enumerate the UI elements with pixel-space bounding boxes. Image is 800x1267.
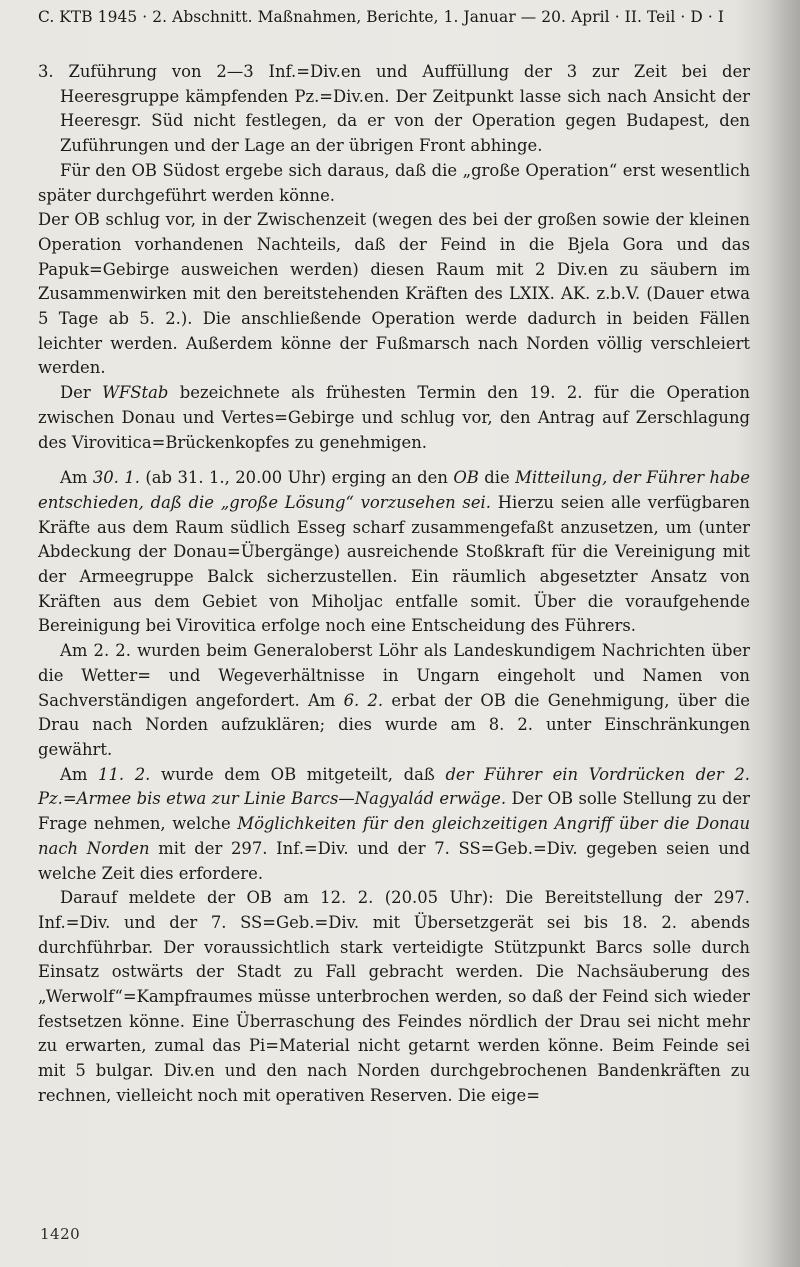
paragraph xyxy=(38,886,750,1108)
paragraph xyxy=(38,466,750,639)
text-segment: Der OB solle Stellung zu der Frage nehmen, welche xyxy=(38,789,750,834)
body-text xyxy=(38,60,750,1109)
paragraph xyxy=(38,60,750,159)
italic-text: OB xyxy=(453,468,479,488)
paragraph xyxy=(38,639,750,763)
paragraph xyxy=(38,159,750,208)
italic-text: Mitteilung, der Führer habe entschieden, daß die „große Lösung“ vorzusehen sei. xyxy=(38,468,750,512)
text-segment: Am 2. 2. wurden beim Generaloberst Löhr als Landeskundigem Nachrichten über die Wetter= und Wegeverhältnisse in Ungarn eingeholt und Namen von Sachverständigen angefordert. Am xyxy=(38,641,750,710)
italic-text: WFStab xyxy=(102,383,169,403)
running-head: C. KTB 1945 · 2. Abschnitt. Maßnahmen, Berichte, 1. Januar — 20. April · II. Teil · D · I xyxy=(38,8,725,26)
italic-text: der Führer ein Vordrücken der 2. Pz.=Armee bis etwa zur Linie Barcs—Nagyalád erwäge. xyxy=(38,764,750,809)
text-segment: (ab 31. 1., 20.00 Uhr) erging an den xyxy=(139,468,454,488)
paragraph xyxy=(38,381,750,455)
italic-text: 6. 2. xyxy=(343,690,384,710)
italic-text: 11. 2. xyxy=(98,764,151,784)
text-segment: Für den OB Südost ergebe sich daraus, daß die „große Operation“ erst wesentlich später durchgeführt werden könne. xyxy=(38,160,750,205)
text-segment: Darauf meldete der OB am 12. 2. (20.05 Uhr): Die Bereitstellung der 297. Inf.=Div. und der 7. SS=Geb.=Div. mit Übersetzgerät sei bis 18. 2. abends durchführbar. Der voraussichtlich stark verteidigte Stützpunkt Barcs solle durch Einsatz ostwärts der Stadt zu Fall gebracht werden. Die Nachsäuberung des „Werwolf“=Kampfraumes müsse unterbrochen werden, so daß der Feind sich wieder festsetzen könne. Eine Überraschung des Feindes nördlich der Drau sei nicht mehr zu erwarten, zumal das Pi=Material nicht getarnt werden könne. Beim Feinde sei mit 5 bulgar. Div.en und den nach Norden durchgebrochenen Bandenkräften zu rechnen, vielleicht noch mit operativen Reserven. Die eige= xyxy=(38,888,750,1105)
italic-text: 30. 1. xyxy=(92,468,140,488)
page-number: 1420 xyxy=(40,1225,81,1243)
text-segment: Der OB schlug vor, in der Zwischenzeit (wegen des bei der großen sowie der kleinen Operation vorhandenen Nachteils, daß der Feind in die Bjela Gora und das Papuk=Gebirge ausweichen werden) diesen Raum mit 2 Div.en zu säubern im Zusammenwirken mit den bereitstehenden Kräften des LXIX. AK. z.b.V. (Dauer etwa 5 Tage ab 5. 2.). Die anschließende Operation werde dadurch in beiden Fällen leichter werden. Außerdem könne der Fußmarsch nach Norden völlig verschleiert werden. xyxy=(38,210,750,378)
paragraph xyxy=(38,208,750,381)
text-segment: Hierzu seien alle verfügbaren Kräfte aus dem Raum südlich Esseg scharf zusammengefaßt anzusetzen, um (unter Abdeckung der Donau=Übergänge) ausreichende Stoßkraft für die Vereinigung mit der Armeegruppe Balck sicherzustellen. Ein räumlich abgesetzter Ansatz von Kräften aus dem Gebiet von Miholjac entfalle somit. Über die voraufgehende Bereinigung bei Virovitica erfolge noch eine Entscheidung des Führers. xyxy=(38,492,750,636)
text-segment: erbat der OB die Genehmigung, über die Drau nach Norden aufzuklären; dies wurde am 8. 2. unter Einschränkungen gewährt. xyxy=(38,690,750,759)
text-segment: 3. Zuführung von 2—3 Inf.=Div.en und Auffüllung der 3 zur Zeit bei der Heeresgruppe kämpfenden Pz.=Div.en. Der Zeitpunkt lasse sich nach Ansicht der Heeresgr. Süd nicht festlegen, da er von der Operation gegen Budapest, den Zuführungen und der Lage an der übrigen Front abhinge. xyxy=(38,62,750,156)
italic-text: Möglichkeiten für den gleichzeitigen Angriff über die Donau nach Norden xyxy=(38,814,751,858)
text-segment: bezeichnete als frühesten Termin den 19. 2. für die Operation zwischen Donau und Vertes=Gebirge und schlug vor, den Antrag auf Zerschlagung des Virovitica=Brückenkopfes zu genehmigen. xyxy=(38,383,750,452)
text-segment: Am xyxy=(60,468,93,488)
text-segment: Der xyxy=(60,383,103,403)
text-segment: mit der 297. Inf.=Div. und der 7. SS=Geb.=Div. gegeben seien und welche Zeit dies erfordere. xyxy=(38,838,750,883)
paragraph xyxy=(38,763,750,887)
text-segment: Am xyxy=(60,764,99,784)
text-segment: wurde dem OB mitgeteilt, daß xyxy=(150,764,446,784)
page-edge-shadow xyxy=(766,0,800,1267)
text-segment: die xyxy=(478,468,516,488)
